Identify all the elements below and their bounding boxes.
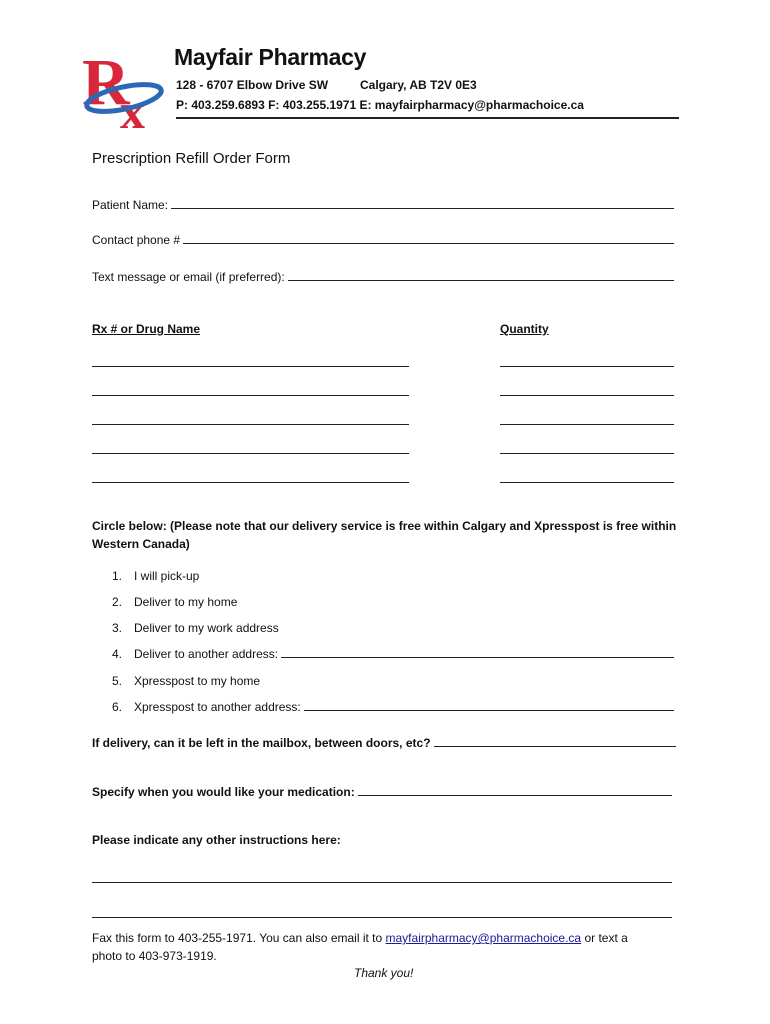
thank-you: Thank you! xyxy=(354,966,414,980)
rx-logo-icon xyxy=(80,44,166,130)
pharmacy-address-city: Calgary, AB T2V 0E3 xyxy=(360,78,477,92)
text-email-field[interactable] xyxy=(92,270,674,284)
delivery-option-pickup[interactable] xyxy=(100,569,199,583)
pharmacy-name: Mayfair Pharmacy xyxy=(174,44,367,70)
delivery-intro: Circle below: (Please note that our delivery service is free within Calgary and Xpresspost is free within Western Canada) xyxy=(92,519,677,551)
pharmacy-email-link[interactable]: mayfairpharmacy@pharmachoice.ca xyxy=(385,931,582,945)
quantity-line[interactable] xyxy=(500,394,674,396)
mailbox-question-label: If delivery, can it be left in the mailbox, between doors, etc? xyxy=(92,736,431,750)
text-suffix: or text a xyxy=(584,931,628,945)
patient-name-label: Patient Name: xyxy=(92,198,169,212)
instructions-line[interactable] xyxy=(92,916,672,918)
option-number: 6. xyxy=(111,700,122,714)
xpresspost-address-line[interactable] xyxy=(304,709,674,711)
xpresspost-option-home[interactable] xyxy=(100,674,260,688)
mailbox-answer-line[interactable] xyxy=(434,745,676,747)
text-email-label: Text message or email (if preferred): xyxy=(92,270,285,284)
other-address-line[interactable] xyxy=(281,656,674,658)
patient-name-field[interactable] xyxy=(92,198,674,212)
pharmacy-logo xyxy=(80,44,166,130)
pharmacy-contact: P: 403.259.6893 F: 403.255.1971 E: mayfairpharmacy@pharmachoice.ca xyxy=(176,98,584,112)
pharmacy-address-street: 128 - 6707 Elbow Drive SW xyxy=(176,78,329,92)
patient-name-line[interactable] xyxy=(171,207,674,209)
instructions-line[interactable] xyxy=(92,881,672,883)
option-label: Xpresspost to another address: xyxy=(134,700,301,714)
option-label: Deliver to my work address xyxy=(134,621,279,635)
when-question-label: Specify when you would like your medication: xyxy=(92,785,355,799)
drug-line[interactable] xyxy=(92,481,409,483)
fax-instructions xyxy=(92,931,628,945)
fax-text: Fax this form to 403-255-1971. You can also email it to xyxy=(92,931,383,945)
delivery-option-work[interactable] xyxy=(100,621,279,635)
text-photo-line: photo to 403-973-1919. xyxy=(92,949,217,963)
drug-line[interactable] xyxy=(92,452,409,454)
quantity-line[interactable] xyxy=(500,452,674,454)
quantity-line[interactable] xyxy=(500,423,674,425)
option-number: 3. xyxy=(111,621,122,635)
drug-line[interactable] xyxy=(92,423,409,425)
delivery-option-other-address[interactable] xyxy=(100,647,674,661)
form-title: Prescription Refill Order Form xyxy=(92,150,291,167)
drug-line[interactable] xyxy=(92,365,409,367)
option-label: Xpresspost to my home xyxy=(134,674,261,688)
option-label: Deliver to another address: xyxy=(134,647,279,661)
delivery-option-home[interactable] xyxy=(100,595,237,609)
mailbox-question-field[interactable] xyxy=(92,736,676,750)
quantity-line[interactable] xyxy=(500,365,674,367)
drug-column-header: Rx # or Drug Name xyxy=(92,322,201,336)
xpresspost-option-other-address[interactable] xyxy=(100,700,674,714)
contact-phone-field[interactable] xyxy=(92,233,674,247)
header-divider xyxy=(176,117,679,119)
option-number: 1. xyxy=(111,569,122,583)
when-answer-line[interactable] xyxy=(358,794,672,796)
quantity-column-header: Quantity xyxy=(500,322,549,336)
quantity-line[interactable] xyxy=(500,481,674,483)
when-question-field[interactable] xyxy=(92,785,672,799)
drug-line[interactable] xyxy=(92,394,409,396)
option-number: 2. xyxy=(111,595,122,609)
option-label: Deliver to my home xyxy=(134,595,238,609)
svg-text:x: x xyxy=(120,83,145,130)
contact-phone-label: Contact phone # xyxy=(92,233,181,247)
text-email-line[interactable] xyxy=(288,279,674,281)
svg-text:R: R xyxy=(82,46,130,119)
option-number: 5. xyxy=(111,674,122,688)
option-label: I will pick-up xyxy=(134,569,200,583)
contact-phone-line[interactable] xyxy=(183,242,674,244)
instructions-question-label: Please indicate any other instructions here: xyxy=(92,833,341,847)
option-number: 4. xyxy=(111,647,122,661)
